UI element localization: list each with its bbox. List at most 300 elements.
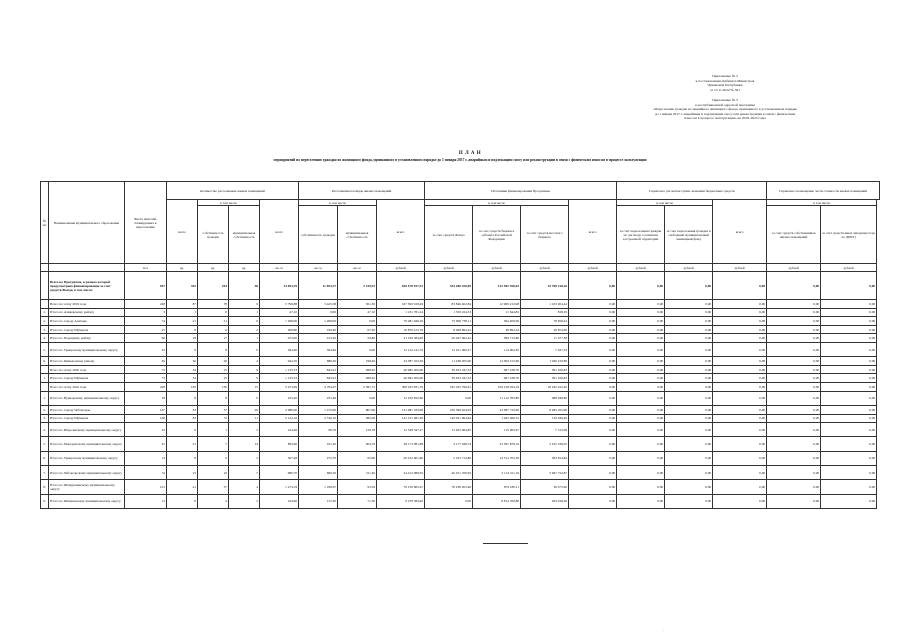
page-mark: . — [663, 627, 664, 632]
col-header-local-budget: за счет средств местного бюджета — [521, 206, 569, 264]
row-value: 109 218 934,19 — [473, 383, 521, 392]
row-value: 11 853,37 — [299, 272, 338, 300]
row-value: 0,00 — [665, 300, 713, 309]
units-cell: кв. м — [299, 264, 338, 272]
row-value: 22 — [125, 423, 167, 437]
row-value: 0,00 — [569, 317, 617, 326]
row-value: 0,00 — [821, 308, 877, 317]
row-value: 6 — [167, 423, 198, 437]
row-value: 73 — [125, 374, 167, 383]
row-value: 845,91 — [299, 374, 338, 383]
col-header-owned: собственность граждан — [299, 206, 338, 264]
row-value: 2 122,16 — [260, 414, 299, 423]
row-value: 11 238 205,00 — [425, 357, 473, 366]
row-value: 40 251 350,95 — [425, 466, 473, 480]
row-value: 0 — [229, 342, 260, 356]
row-value: 0,00 — [617, 480, 665, 494]
row-value: 224,06 — [260, 423, 299, 437]
row-value: 0,00 — [767, 357, 821, 366]
row-value: 141 151 481,36 — [377, 414, 425, 423]
row-value: 75 096 738,11 — [425, 317, 473, 326]
row-value: 0,00 — [713, 437, 767, 451]
row-value: 2 581,72 — [338, 383, 377, 392]
units-cell: рублей — [569, 264, 617, 272]
appendix-line: к постановлению Кабинета Министров — [695, 78, 755, 83]
row-value: 0,00 — [665, 414, 713, 423]
row-value: 0,00 — [425, 391, 473, 405]
row-value: 0,00 — [821, 383, 877, 392]
row-value: 12 909 212,98 — [473, 300, 521, 309]
row-number: 4. — [41, 423, 49, 437]
row-name: Итого по Шемуршинскому муниципальному округу — [49, 480, 125, 494]
row-value: 0,00 — [569, 325, 617, 334]
row-value: 79 159 865,47 — [377, 480, 425, 494]
row-value: 4 177 048,74 — [425, 437, 473, 451]
row-value: 106 — [125, 414, 167, 423]
row-value: 0,00 — [821, 423, 877, 437]
row-value: 0,00 — [713, 365, 767, 374]
row-value: 13 — [125, 494, 167, 508]
row-value: 289,62 — [338, 374, 377, 383]
row-value: 198,40 — [338, 357, 377, 366]
table-row — [41, 414, 880, 423]
row-value: 0,00 — [821, 334, 877, 343]
col-header-incl: в том числе — [425, 200, 569, 206]
row-value: 15 — [229, 383, 260, 392]
row-value: 18 — [125, 391, 167, 405]
row-value: 26 — [198, 357, 229, 366]
row-value: 0,00 — [713, 405, 767, 414]
row-value: 24 387 102,56 — [377, 357, 425, 366]
row-value: 0,00 — [617, 451, 665, 465]
appendix-line: Приложение № 3 — [712, 74, 738, 78]
col-header-municipal: муниципальная собственность — [338, 206, 377, 264]
col-header-incl: в том числе — [299, 200, 377, 206]
row-value: 14 093,29 — [260, 272, 299, 300]
row-value: 3 796,88 — [260, 300, 299, 309]
row-value: 167 — [125, 405, 167, 414]
row-name: Итого по Ибресинскому муниципальному округу — [49, 423, 125, 437]
row-value: 5 473,69 — [260, 383, 299, 392]
row-value: 72 — [198, 414, 229, 423]
row-value: 0,00 — [713, 391, 767, 405]
row-value: 47,10 — [338, 308, 377, 317]
row-number: 2. — [41, 317, 49, 326]
row-value: 0,00 — [665, 423, 713, 437]
row-value: 65 — [125, 357, 167, 366]
row-value: 132 036,46 — [521, 414, 569, 423]
row-value: 5 — [229, 423, 260, 437]
row-value: 0,00 — [617, 391, 665, 405]
row-value: 0,00 — [617, 325, 665, 334]
row-value: 60 — [125, 334, 167, 343]
row-value: 8 — [167, 451, 198, 465]
row-value: 1 135,53 — [260, 365, 299, 374]
row-name: Итого по Моргаушскому муниципальному округу — [49, 437, 125, 451]
col-header-owned: собственность граждан — [198, 206, 229, 264]
row-value: 12 094 515,60 — [473, 357, 521, 366]
row-value: 0,00 — [665, 383, 713, 392]
col-header-municipal: муниципальная собственность — [229, 206, 260, 264]
col-header-ref2: Справочно: возмещение части стоимости жилых помещений — [767, 182, 880, 200]
row-value: 38 173 081,89 — [377, 437, 425, 451]
col-header-total: всего — [569, 200, 617, 264]
row-number — [41, 365, 49, 374]
row-value: 0,00 — [767, 451, 821, 465]
row-value: 8 — [198, 342, 229, 356]
row-value: 845,91 — [299, 365, 338, 374]
document-subtitle: мероприятий по переселению граждан из жилищного фонда, признанного в установленном порядке до 1 января 2017 г. аварийным и подлежащим сносу или реконструкции в связи с физическим износом в процессе эксплуатации — [273, 158, 647, 162]
row-value: 0,00 — [713, 342, 767, 356]
row-value: 988 048,80 — [521, 391, 569, 405]
row-value: 391 616,83 — [521, 365, 569, 374]
row-value: 9 — [229, 374, 260, 383]
row-value: 0,00 — [821, 272, 877, 300]
col-header-incl: в том числе — [767, 200, 877, 206]
row-number: 5. — [41, 437, 49, 451]
row-value: 7 637,33 — [521, 342, 569, 356]
row-value: 364,60 — [260, 342, 299, 356]
appendix-header-b — [595, 98, 855, 121]
row-value: 59,80 — [338, 334, 377, 343]
row-value: 40 992 200,06 — [377, 374, 425, 383]
row-value: 1 135,53 — [260, 374, 299, 383]
row-value: 63 — [167, 405, 198, 414]
row-value: 0,00 — [821, 451, 877, 465]
row-value: 0,00 — [665, 342, 713, 356]
col-header-other-funds: за счет средств иных лиц (инвестора по ДРПТ) — [821, 206, 877, 264]
row-value: 0,00 — [767, 374, 821, 383]
table-row — [41, 451, 880, 465]
row-value: 0,00 — [665, 357, 713, 366]
row-name: Всего по этапу 2019 года — [49, 300, 125, 309]
row-value: 5 067 722,87 — [521, 466, 569, 480]
row-value: 604,70 — [338, 437, 377, 451]
row-value: 0,00 — [767, 342, 821, 356]
row-value: 4 — [229, 357, 260, 366]
row-value: 0,00 — [617, 414, 665, 423]
row-value: 248 — [125, 300, 167, 309]
row-name: Итого по Янтиковскому муниципальному округу — [49, 494, 125, 508]
table-row — [41, 357, 880, 366]
row-value: 0,00 — [713, 357, 767, 366]
row-value: 0,00 — [767, 325, 821, 334]
row-value: 73 — [125, 365, 167, 374]
row-name: Итого по городу Шумерля — [49, 374, 125, 383]
col-header-owners-funds: за счет средств собственников жилых помещений — [767, 206, 821, 264]
row-value: 1 274,19 — [260, 480, 299, 494]
units-cell: рублей — [521, 264, 569, 272]
row-value: 150 — [198, 383, 229, 392]
row-value: 4 — [229, 480, 260, 494]
row-value: 308 163 831,79 — [377, 383, 425, 392]
row-value: 20 472 601,60 — [377, 451, 425, 465]
row-value: 2 740,10 — [299, 414, 338, 423]
table-row — [41, 272, 880, 300]
row-name: Итого по Порецкому району — [49, 334, 125, 343]
row-value: 34 — [167, 365, 198, 374]
row-value: 20 447 062,42 — [425, 334, 473, 343]
row-value: 17 — [198, 334, 229, 343]
row-value: 391 616,83 — [521, 374, 569, 383]
units-cell: рублей — [377, 264, 425, 272]
row-value: 8 — [167, 391, 198, 405]
row-value: 182 165 799,61 — [425, 383, 473, 392]
row-value: 114 604,30 — [473, 342, 521, 356]
row-value: 122 582 298,63 — [473, 272, 521, 300]
row-value: 11 644,82 — [473, 308, 521, 317]
table-row — [41, 423, 880, 437]
row-value: 79 481 646,59 — [377, 317, 425, 326]
row-value: 2 080,00 — [260, 405, 299, 414]
row-value: 23 567 878,19 — [473, 437, 521, 451]
row-value: 0,00 — [821, 437, 877, 451]
row-value: 967 238,70 — [473, 365, 521, 374]
row-value: 0,00 — [821, 494, 877, 508]
row-number: 4. — [41, 334, 49, 343]
row-name: Итого по Вурнарскому муниципальному округу — [49, 391, 125, 405]
table-row — [41, 317, 880, 326]
row-value: 9 — [229, 300, 260, 309]
row-value: 1 208,00 — [299, 317, 338, 326]
row-value: 7 515,99 — [521, 423, 569, 437]
row-value: 21 — [198, 317, 229, 326]
row-value: 0,00 — [821, 342, 877, 356]
row-value: 11 — [229, 414, 260, 423]
row-number — [41, 300, 49, 309]
row-value: 0,00 — [569, 494, 617, 508]
col-header-rep-budget: за счет средств бюджета субъекта Российской Федерации — [473, 206, 521, 264]
row-value: 37 — [198, 405, 229, 414]
row-value: 9 278 384,00 — [377, 494, 425, 508]
row-value: 6 — [198, 325, 229, 334]
row-value: 5 114 311,16 — [473, 466, 521, 480]
col-header-total: всего — [377, 200, 425, 264]
row-value: 1 163 204,44 — [521, 300, 569, 309]
row-value: 289,62 — [338, 365, 377, 374]
row-value: 0,00 — [617, 357, 665, 366]
table-row — [41, 437, 880, 451]
row-value: 1 049 156,80 — [521, 357, 569, 366]
table-row — [41, 342, 880, 356]
row-value: 0,00 — [713, 308, 767, 317]
appendix-line: «Переселение граждан из аварийного жилищного фонда, признанного в установленном порядке — [653, 107, 797, 112]
row-number: 3. — [41, 325, 49, 334]
row-name: Всего по Программе, в рамках которой предусмотрено финансирование за счет средств Фонда, в том числе: — [49, 272, 125, 300]
row-value: 83 — [167, 414, 198, 423]
row-value: 71,30 — [338, 494, 377, 508]
row-value: 0,00 — [821, 317, 877, 326]
row-value: 0,00 — [821, 466, 877, 480]
units-cell: рублей — [665, 264, 713, 272]
row-value: 0,00 — [713, 494, 767, 508]
row-value: 21 — [167, 437, 198, 451]
row-value: 255,40 — [299, 391, 338, 405]
row-value: 0 — [198, 308, 229, 317]
row-value: 0,00 — [569, 357, 617, 366]
row-value: 0,00 — [713, 300, 767, 309]
row-value: 87 — [167, 300, 198, 309]
row-value: 1 359 164,33 — [425, 308, 473, 317]
col-header-rooms: Количество расселяемых жилых помещений — [167, 182, 299, 200]
table-row — [41, 308, 880, 317]
row-number: 3. — [41, 414, 49, 423]
row-value: 39 633 347,53 — [425, 374, 473, 383]
units-cell: чел. — [125, 264, 167, 272]
appendix-line: Приложение № 3 — [712, 98, 738, 102]
row-value: 0,00 — [569, 365, 617, 374]
row-value: 224,00 — [260, 494, 299, 508]
row-value: 54 413 089,05 — [377, 466, 425, 480]
row-value: 367,48 — [260, 451, 299, 465]
row-value: 21 — [167, 317, 198, 326]
row-value: 14 — [229, 437, 260, 451]
signature-line — [483, 543, 528, 544]
row-value: 364,60 — [299, 342, 338, 356]
col-header-name: Наименование муниципального образования — [49, 182, 125, 264]
row-value: 0,00 — [617, 308, 665, 317]
row-value: 34 — [167, 374, 198, 383]
row-value: 0,00 — [821, 405, 877, 414]
appendix-header-a — [595, 74, 855, 92]
row-value: 1 208,00 — [260, 317, 299, 326]
row-value: 4 794,97 — [299, 383, 338, 392]
row-value: 0,00 — [569, 342, 617, 356]
row-value: 669,30 — [299, 466, 338, 480]
units-cell: кв. м — [338, 264, 377, 272]
row-value: 0,00 — [665, 480, 713, 494]
row-name: Итого по городу Шумерля — [49, 414, 125, 423]
row-value: 8 468 893,22 — [425, 325, 473, 334]
row-value: 4 — [198, 494, 229, 508]
row-value: 78 238 203,46 — [425, 480, 473, 494]
row-value: 0,00 — [569, 383, 617, 392]
row-name: Итого по городу Шумерля — [49, 325, 125, 334]
row-value: 944,70 — [260, 357, 299, 366]
row-name: Итого по Урмарскому муниципальному округу — [49, 342, 125, 356]
units-cell: рублей — [617, 264, 665, 272]
row-value: 47,10 — [260, 308, 299, 317]
units-cell: ед. — [229, 264, 260, 272]
row-value: 0,00 — [713, 480, 767, 494]
units-cell — [49, 264, 125, 272]
row-value: 78 658,42 — [521, 317, 569, 326]
row-value: 0,00 — [617, 466, 665, 480]
row-value: 1 231 781,24 — [377, 308, 425, 317]
row-value: 0,00 — [767, 494, 821, 508]
row-value: 1 — [167, 308, 198, 317]
row-value: 0,00 — [665, 466, 713, 480]
row-value: 428 — [125, 383, 167, 392]
table-row — [41, 365, 880, 374]
row-value: 7 — [198, 437, 229, 451]
row-value: 40 982 200,06 — [377, 365, 425, 374]
units-cell: рублей — [425, 264, 473, 272]
row-value: 6 — [167, 494, 198, 508]
row-name: Итого по городу Алатырь — [49, 317, 125, 326]
appendix-line: до 1 января 2017 г. аварийным и подлежащим сносу или реконструкции в связи с физическим — [654, 111, 796, 116]
units-row — [41, 264, 880, 272]
row-value: 2 225 336,05 — [521, 437, 569, 451]
row-number: 7. — [41, 466, 49, 480]
row-value: 8 — [198, 391, 229, 405]
row-value: 980,70 — [260, 466, 299, 480]
row-value: 0,00 — [767, 365, 821, 374]
row-value: 0,00 — [425, 494, 473, 508]
row-value: 363 814,84 — [521, 451, 569, 465]
row-value: 11 112 783,80 — [473, 391, 521, 405]
row-value: 636 578 937,91 — [377, 272, 425, 300]
row-value: 0,00 — [821, 391, 877, 405]
row-value: 7 — [229, 466, 260, 480]
row-name: Всего по этапу 2022 года — [49, 383, 125, 392]
row-value: 2 — [229, 494, 260, 508]
row-value: 947 — [125, 272, 167, 300]
row-value: 0,00 — [569, 272, 617, 300]
row-value: 0,00 — [713, 466, 767, 480]
row-number — [41, 383, 49, 392]
row-value: 115 965,97 — [473, 423, 521, 437]
row-value: 0,00 — [665, 374, 713, 383]
table-row — [41, 325, 880, 334]
document-title: П Л А Н — [458, 151, 482, 156]
table-row — [41, 480, 880, 494]
row-value: 0,00 — [767, 317, 821, 326]
row-value: 2 — [229, 451, 260, 465]
row-number: 1. — [41, 308, 49, 317]
units-cell: ед. — [167, 264, 198, 272]
row-value: 294 — [198, 272, 229, 300]
row-value: 38 475,90 — [521, 480, 569, 494]
row-value: 0,00 — [569, 414, 617, 423]
row-value: 0,00 — [569, 405, 617, 414]
row-value: 0,00 — [569, 480, 617, 494]
row-value: 241,20 — [299, 437, 338, 451]
row-value: 0 — [229, 317, 260, 326]
row-value: 39 633 347,53 — [425, 365, 473, 374]
row-number: 5. — [41, 342, 49, 356]
table-body — [41, 272, 880, 509]
row-value: 0,00 — [665, 325, 713, 334]
row-value: 1 — [198, 423, 229, 437]
row-value: 0 — [229, 391, 260, 405]
row-value: 30 — [167, 357, 198, 366]
row-value: 0,00 — [338, 391, 377, 405]
row-value: 807,99 — [338, 405, 377, 414]
units-cell: рублей — [713, 264, 767, 272]
row-value: 16 — [198, 466, 229, 480]
appendix-line: Чувашской Республики — [707, 83, 743, 88]
row-value: 394 209,06 — [473, 317, 521, 326]
row-value: 0,00 — [569, 391, 617, 405]
row-value: 266,80 — [260, 325, 299, 334]
row-value: 152,30 — [299, 494, 338, 508]
row-name: Всего по этапу 2020 года — [49, 365, 125, 374]
row-value: 131 081 183,00 — [377, 405, 425, 414]
row-value: 74 — [125, 466, 167, 480]
row-name: Итого по Аликовскому району — [49, 308, 125, 317]
row-value: 67,20 — [338, 325, 377, 334]
row-number — [41, 272, 49, 300]
table-row — [41, 466, 880, 480]
row-value: 5 193 714,80 — [425, 451, 473, 465]
row-value: 101 — [125, 480, 167, 494]
row-value: 95,00 — [338, 451, 377, 465]
col-header-funding: Источники финансирования Программы — [425, 182, 617, 200]
row-value: 0,00 — [665, 272, 713, 300]
row-value: 874 180,11 — [473, 480, 521, 494]
row-value: 9 — [229, 365, 260, 374]
